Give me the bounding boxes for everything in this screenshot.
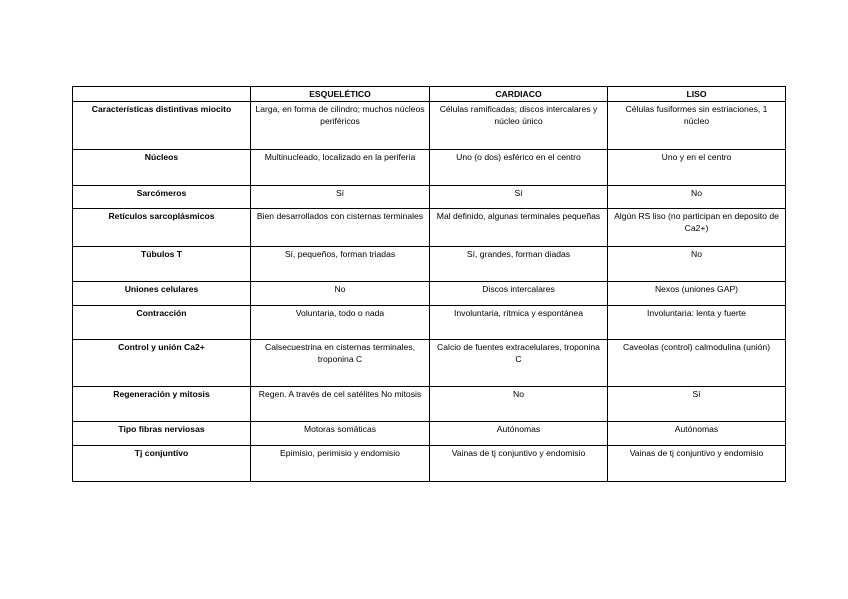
table-cell: Sí (430, 185, 608, 208)
row-label: Tipo fibras nerviosas (73, 421, 251, 445)
row-label: Retículos sarcoplásmicos (73, 208, 251, 246)
table-cell: Autónomas (608, 421, 786, 445)
table-cell: Epimisio, perimisio y endomisio (251, 445, 430, 481)
table-cell: No (608, 246, 786, 281)
table-cell: Sí (251, 185, 430, 208)
table-cell: Involuntaria, rítmica y espontánea (430, 305, 608, 339)
table-cell: Vainas de tj conjuntivo y endomisio (608, 445, 786, 481)
table-row (73, 149, 786, 185)
row-label: Núcleos (73, 149, 251, 185)
row-label: Uniones celulares (73, 281, 251, 305)
row-label: Características distintivas miocito (73, 101, 251, 149)
table-row (73, 386, 786, 421)
table-row (73, 185, 786, 208)
table-cell: Voluntaria, todo o nada (251, 305, 430, 339)
header-cell-cardiac: CARDIACO (430, 87, 608, 102)
row-label: Contracción (73, 305, 251, 339)
table-cell: Calcio de fuentes extracelulares, troponina C (430, 339, 608, 386)
table-cell: Nexos (uniones GAP) (608, 281, 786, 305)
table-cell: Sí, grandes, forman diadas (430, 246, 608, 281)
table-cell: Discos intercalares (430, 281, 608, 305)
row-label: Túbulos T (73, 246, 251, 281)
table-cell: Uno y en el centro (608, 149, 786, 185)
muscle-comparison-table (72, 86, 786, 482)
table-cell: Regen. A través de cel satélites No mitosis (251, 386, 430, 421)
header-cell-skeletal: ESQUELÉTICO (251, 87, 430, 102)
table-row (73, 208, 786, 246)
table-cell: Caveolas (control) calmodulina (unión) (608, 339, 786, 386)
table-cell: Calsecuestrina en cisternas terminales, troponina C (251, 339, 430, 386)
table-row (73, 101, 786, 149)
table-cell: Células fusiformes sin estriaciones, 1 núcleo (608, 101, 786, 149)
table-row (73, 339, 786, 386)
table-row (73, 246, 786, 281)
table-cell: No (608, 185, 786, 208)
table-cell: Sí, pequeños, forman triadas (251, 246, 430, 281)
table-cell: Multinucleado, localizado en la periferia (251, 149, 430, 185)
table-row (73, 421, 786, 445)
table-row (73, 305, 786, 339)
row-label: Control y unión Ca2+ (73, 339, 251, 386)
table-cell: Sí (608, 386, 786, 421)
header-cell-empty (73, 87, 251, 102)
table-row (73, 445, 786, 481)
table-cell: No (251, 281, 430, 305)
row-label: Sarcómeros (73, 185, 251, 208)
row-label: Tj conjuntivo (73, 445, 251, 481)
header-cell-smooth: LISO (608, 87, 786, 102)
row-label: Regeneración y mitosis (73, 386, 251, 421)
table-cell: Mal definido, algunas terminales pequeñas (430, 208, 608, 246)
table-cell: Larga, en forma de cilindro; muchos núcleos periféricos (251, 101, 430, 149)
table-cell: Involuntaria: lenta y fuerte (608, 305, 786, 339)
header-row (73, 87, 786, 102)
table-cell: Motoras somáticas (251, 421, 430, 445)
table-cell: Vainas de tj conjuntivo y endomisio (430, 445, 608, 481)
table-row (73, 281, 786, 305)
table-cell: Algún RS liso (no participan en deposito de Ca2+) (608, 208, 786, 246)
table-cell: Bien desarrollados con cisternas terminales (251, 208, 430, 246)
table-cell: Células ramificadas; discos intercalares y núcleo único (430, 101, 608, 149)
table-cell: Uno (o dos) esférico en el centro (430, 149, 608, 185)
table-cell: Autónomas (430, 421, 608, 445)
table-cell: No (430, 386, 608, 421)
